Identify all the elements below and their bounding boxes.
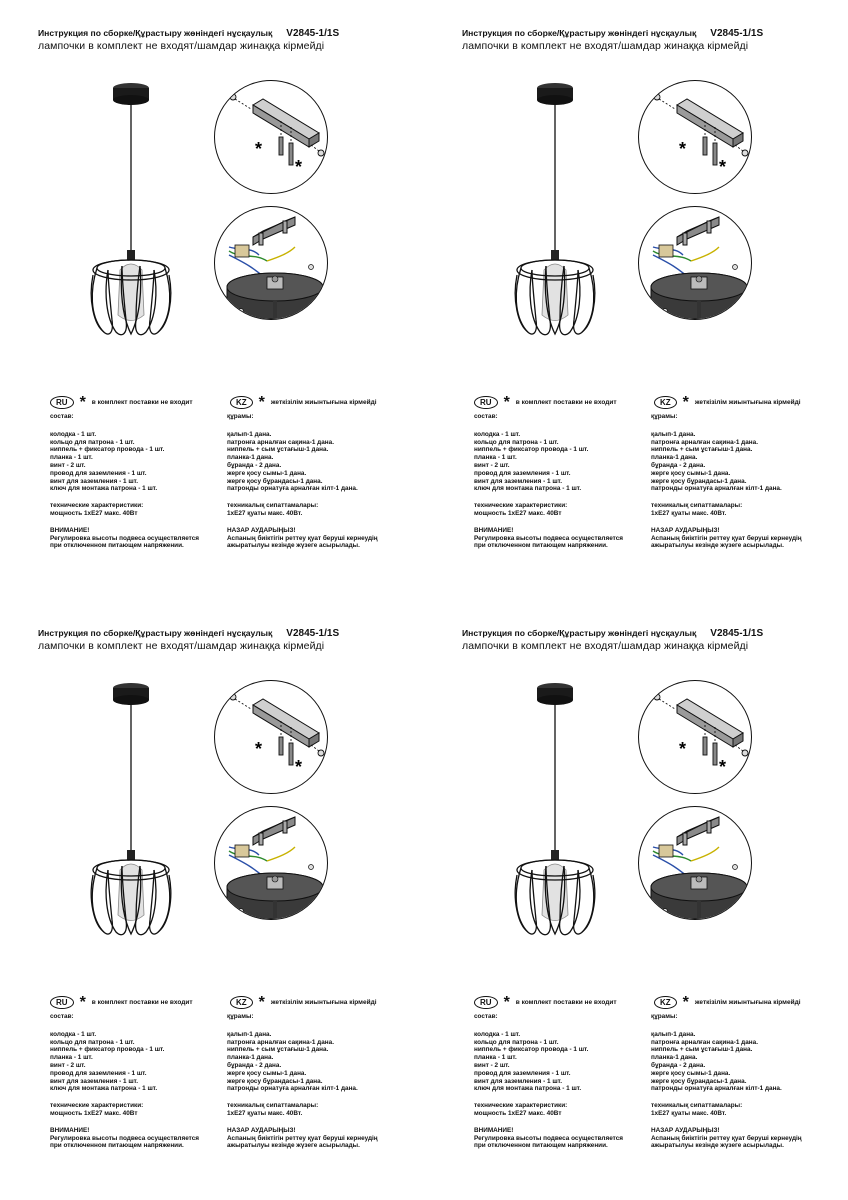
kz-item: бұранда - 2 дана. [651, 461, 706, 469]
kz-warning-line: ажыратылуы кезінде жүзеге асырылады. [651, 1142, 784, 1150]
ru-item: винт - 2 шт. [474, 461, 510, 469]
kz-warning-line: Аспаның биіктігін реттеу қуат беруші кернеудің [227, 534, 378, 542]
model-number: V2845-1/1S [286, 28, 340, 39]
ru-item: винт - 2 шт. [50, 461, 86, 469]
kz-item: қалып-1 дана. [651, 430, 696, 438]
kz-composition-header: құрамы: [651, 413, 678, 420]
ru-note [50, 393, 193, 411]
pendant-lamp-illustration [510, 680, 600, 950]
ru-tech-header: технические характеристики: [50, 502, 144, 510]
ru-item: кольцо для патрона - 1 шт. [50, 438, 135, 446]
ru-item: кольцо для патрона - 1 шт. [50, 1038, 135, 1046]
title-text: Инструкция по сборке/Құрастыру жөніндегі нұсқаулық [38, 628, 273, 638]
ru-warning-header: ВНИМАНИЕ! [474, 1126, 514, 1134]
kz-specification [227, 413, 417, 550]
ru-composition-header: состав: [474, 1013, 498, 1020]
kz-warning-header: НАЗАР АУДАРЫҢЫЗ! [227, 1126, 296, 1134]
kz-not-included-text: жеткізілім жиынтығына кірмейді [694, 399, 801, 406]
kz-item: патронға арналған сақина-1 дана. [227, 438, 334, 446]
kz-warning-line: Аспаның биіктігін реттеу қуат беруші кернеудің [651, 1134, 802, 1142]
ru-warning-header: ВНИМАНИЕ! [50, 1126, 90, 1134]
kz-item: патронға арналған сақина-1 дана. [651, 1038, 758, 1046]
asterisk-icon: * [682, 993, 689, 1011]
kz-composition-header: құрамы: [227, 1013, 254, 1020]
ru-item: колодка - 1 шт. [50, 1030, 97, 1038]
ru-language-badge: RU [474, 396, 498, 409]
ru-warning-line: Регулировка высоты подвеса осуществляется [474, 534, 624, 542]
kz-language-badge: KZ [230, 996, 253, 1009]
ru-not-included-text: в комплект поставки не входит [515, 999, 617, 1006]
ru-specification [474, 413, 644, 550]
canopy-wiring-diagram [214, 806, 328, 920]
subtitle: лампочки в комплект не входят/шамдар жинаққа кірмейді [38, 640, 325, 652]
ru-tech-header: технические характеристики: [50, 1102, 144, 1110]
ru-tech-header: технические характеристики: [474, 1102, 568, 1110]
canopy-wiring-diagram [638, 206, 752, 320]
ru-item: провод для заземления - 1 шт. [50, 1069, 147, 1077]
ru-language-badge: RU [474, 996, 498, 1009]
ru-item: винт - 2 шт. [50, 1061, 86, 1069]
ru-item: ниппель + фиксатор провода - 1 шт. [474, 446, 589, 454]
kz-item: планка-1 дана. [651, 1054, 698, 1062]
ru-item: винт - 2 шт. [474, 1061, 510, 1069]
ru-warning-header: ВНИМАНИЕ! [50, 526, 90, 534]
kz-note [230, 393, 377, 411]
ru-warning-line: Регулировка высоты подвеса осуществляется [50, 534, 200, 542]
ru-item: ключ для монтажа патрона - 1 шт. [50, 485, 158, 493]
ru-tech-value: мощность 1хЕ27 макс. 40Вт [474, 509, 562, 517]
model-number: V2845-1/1S [710, 28, 764, 39]
asterisk-icon: * [79, 993, 86, 1011]
kz-note [230, 993, 377, 1011]
kz-warning-header: НАЗАР АУДАРЫҢЫЗ! [651, 1126, 720, 1134]
kz-warning-line: Аспаның биіктігін реттеу қуат беруші кернеудің [651, 534, 802, 542]
kz-warning-header: НАЗАР АУДАРЫҢЫЗ! [651, 526, 720, 534]
ru-item: планка - 1 шт. [474, 1054, 517, 1062]
not-included-star-mark: * [679, 139, 687, 159]
kz-tech-header: техникалық сипаттамалары: [651, 1102, 743, 1110]
kz-item: планка-1 дана. [227, 454, 274, 462]
kz-tech-value: 1хЕ27 қуаты макс. 40Вт. [651, 509, 727, 517]
bracket-mounting-diagram [638, 80, 752, 194]
kz-item: патронды орнатуға арналған кілт-1 дана. [651, 1085, 782, 1093]
pendant-lamp-illustration [510, 80, 600, 350]
subtitle: лампочки в комплект не входят/шамдар жинаққа кірмейді [38, 40, 325, 52]
ru-specification [50, 1013, 220, 1150]
ru-tech-header: технические характеристики: [474, 502, 568, 510]
kz-item: бұранда - 2 дана. [651, 1061, 706, 1069]
instruction-title [38, 28, 339, 39]
ru-item: ключ для монтажа патрона - 1 шт. [50, 1085, 158, 1093]
ru-note [474, 393, 617, 411]
ru-item: ключ для монтажа патрона - 1 шт. [474, 1085, 582, 1093]
kz-item: ниппель + сым ұстағыш-1 дана. [651, 446, 753, 454]
ru-tech-value: мощность 1хЕ27 макс. 40Вт [474, 1109, 562, 1117]
kz-language-badge: KZ [654, 396, 677, 409]
ru-warning-line: при отключенном питающем напряжении. [50, 542, 184, 550]
subtitle: лампочки в комплект не входят/шамдар жинаққа кірмейді [462, 640, 749, 652]
instruction-sheet [424, 600, 848, 1200]
title-text: Инструкция по сборке/Құрастыру жөніндегі нұсқаулық [462, 628, 697, 638]
kz-not-included-text: жеткізілім жиынтығына кірмейді [270, 999, 377, 1006]
ru-item: провод для заземления - 1 шт. [474, 469, 571, 477]
kz-item: қалып-1 дана. [227, 1030, 272, 1038]
asterisk-icon: * [79, 393, 86, 411]
subtitle: лампочки в комплект не входят/шамдар жинаққа кірмейді [462, 40, 749, 52]
ru-language-badge: RU [50, 996, 74, 1009]
kz-item: қалып-1 дана. [227, 430, 272, 438]
kz-item: ниппель + сым ұстағыш-1 дана. [227, 446, 329, 454]
ru-not-included-text: в комплект поставки не входит [515, 399, 617, 406]
kz-note [654, 393, 801, 411]
kz-specification [651, 413, 841, 550]
ru-tech-value: мощность 1хЕ27 макс. 40Вт [50, 509, 138, 517]
kz-tech-header: техникалық сипаттамалары: [651, 502, 743, 510]
bracket-mounting-diagram [214, 680, 328, 794]
ru-item: провод для заземления - 1 шт. [50, 469, 147, 477]
bracket-mounting-diagram [638, 680, 752, 794]
instruction-sheet [0, 600, 424, 1200]
kz-item: бұранда - 2 дана. [227, 461, 282, 469]
ru-warning-line: Регулировка высоты подвеса осуществляется [50, 1134, 200, 1142]
instruction-title [462, 628, 763, 639]
kz-item: патронды орнатуға арналған кілт-1 дана. [227, 1085, 358, 1093]
instruction-title [462, 28, 763, 39]
kz-language-badge: KZ [230, 396, 253, 409]
ru-specification [474, 1013, 644, 1150]
kz-tech-value: 1хЕ27 қуаты макс. 40Вт. [651, 1109, 727, 1117]
kz-warning-line: ажыратылуы кезінде жүзеге асырылады. [227, 542, 360, 550]
title-text: Инструкция по сборке/Құрастыру жөніндегі нұсқаулық [462, 28, 697, 38]
pendant-lamp-illustration [86, 680, 176, 950]
ru-specification [50, 413, 220, 550]
kz-warning-header: НАЗАР АУДАРЫҢЫЗ! [227, 526, 296, 534]
kz-item: қалып-1 дана. [651, 1030, 696, 1038]
kz-item: патронды орнатуға арналған кілт-1 дана. [651, 485, 782, 493]
kz-item: ниппель + сым ұстағыш-1 дана. [227, 1046, 329, 1054]
asterisk-icon: * [503, 393, 510, 411]
ru-composition-header: состав: [474, 413, 498, 420]
ru-language-badge: RU [50, 396, 74, 409]
ru-item: винт для заземления - 1 шт. [50, 477, 138, 485]
asterisk-icon: * [682, 393, 689, 411]
kz-warning-line: ажыратылуы кезінде жүзеге асырылады. [651, 542, 784, 550]
kz-warning-line: ажыратылуы кезінде жүзеге асырылады. [227, 1142, 360, 1150]
kz-item: жерге қосу сымы-1 дана. [651, 469, 731, 477]
kz-tech-value: 1хЕ27 қуаты макс. 40Вт. [227, 1109, 303, 1117]
title-text: Инструкция по сборке/Құрастыру жөніндегі нұсқаулық [38, 28, 273, 38]
model-number: V2845-1/1S [286, 628, 340, 639]
kz-item: жерге қосу сымы-1 дана. [651, 1069, 731, 1077]
kz-item: патронды орнатуға арналған кілт-1 дана. [227, 485, 358, 493]
asterisk-icon: * [258, 993, 265, 1011]
kz-item: бұранда - 2 дана. [227, 1061, 282, 1069]
ru-item: ниппель + фиксатор провода - 1 шт. [474, 1046, 589, 1054]
kz-item: жерге қосу бұрандасы-1 дана. [227, 477, 323, 485]
kz-item: жерге қосу сымы-1 дана. [227, 469, 307, 477]
kz-warning-line: Аспаның биіктігін реттеу қуат беруші кернеудің [227, 1134, 378, 1142]
not-included-star-mark: * [295, 757, 303, 777]
ru-item: винт для заземления - 1 шт. [474, 1077, 562, 1085]
kz-item: патронға арналған сақина-1 дана. [651, 438, 758, 446]
kz-specification [651, 1013, 841, 1150]
ru-item: колодка - 1 шт. [474, 430, 521, 438]
ru-warning-header: ВНИМАНИЕ! [474, 526, 514, 534]
not-included-star-mark: * [295, 157, 303, 177]
ru-tech-value: мощность 1хЕ27 макс. 40Вт [50, 1109, 138, 1117]
kz-item: ниппель + сым ұстағыш-1 дана. [651, 1046, 753, 1054]
not-included-star-mark: * [719, 757, 727, 777]
ru-item: ниппель + фиксатор провода - 1 шт. [50, 1046, 165, 1054]
kz-item: жерге қосу бұрандасы-1 дана. [651, 1077, 747, 1085]
ru-item: винт для заземления - 1 шт. [50, 1077, 138, 1085]
kz-not-included-text: жеткізілім жиынтығына кірмейді [694, 999, 801, 1006]
ru-item: планка - 1 шт. [50, 1054, 93, 1062]
instruction-title [38, 628, 339, 639]
instruction-sheet [0, 0, 424, 600]
pendant-lamp-illustration [86, 80, 176, 350]
asterisk-icon: * [258, 393, 265, 411]
not-included-star-mark: * [255, 139, 263, 159]
ru-item: винт для заземления - 1 шт. [474, 477, 562, 485]
ru-composition-header: состав: [50, 413, 74, 420]
ru-item: кольцо для патрона - 1 шт. [474, 438, 559, 446]
ru-not-included-text: в комплект поставки не входит [91, 399, 193, 406]
ru-warning-line: при отключенном питающем напряжении. [474, 542, 608, 550]
kz-tech-header: техникалық сипаттамалары: [227, 502, 319, 510]
ru-item: ключ для монтажа патрона - 1 шт. [474, 485, 582, 493]
kz-composition-header: құрамы: [227, 413, 254, 420]
kz-item: жерге қосу сымы-1 дана. [227, 1069, 307, 1077]
kz-not-included-text: жеткізілім жиынтығына кірмейді [270, 399, 377, 406]
canopy-wiring-diagram [638, 806, 752, 920]
ru-not-included-text: в комплект поставки не входит [91, 999, 193, 1006]
kz-item: планка-1 дана. [651, 454, 698, 462]
kz-tech-header: техникалық сипаттамалары: [227, 1102, 319, 1110]
kz-composition-header: құрамы: [651, 1013, 678, 1020]
ru-item: планка - 1 шт. [50, 454, 93, 462]
ru-note [50, 993, 193, 1011]
asterisk-icon: * [503, 993, 510, 1011]
kz-item: жерге қосу бұрандасы-1 дана. [651, 477, 747, 485]
ru-warning-line: при отключенном питающем напряжении. [474, 1142, 608, 1150]
not-included-star-mark: * [679, 739, 687, 759]
kz-note [654, 993, 801, 1011]
ru-item: колодка - 1 шт. [50, 430, 97, 438]
kz-item: планка-1 дана. [227, 1054, 274, 1062]
kz-specification [227, 1013, 417, 1150]
ru-composition-header: состав: [50, 1013, 74, 1020]
kz-item: патронға арналған сақина-1 дана. [227, 1038, 334, 1046]
ru-item: кольцо для патрона - 1 шт. [474, 1038, 559, 1046]
model-number: V2845-1/1S [710, 628, 764, 639]
ru-note [474, 993, 617, 1011]
ru-warning-line: при отключенном питающем напряжении. [50, 1142, 184, 1150]
ru-item: колодка - 1 шт. [474, 1030, 521, 1038]
ru-item: ниппель + фиксатор провода - 1 шт. [50, 446, 165, 454]
canopy-wiring-diagram [214, 206, 328, 320]
not-included-star-mark: * [719, 157, 727, 177]
ru-item: планка - 1 шт. [474, 454, 517, 462]
kz-tech-value: 1хЕ27 қуаты макс. 40Вт. [227, 509, 303, 517]
bracket-mounting-diagram [214, 80, 328, 194]
not-included-star-mark: * [255, 739, 263, 759]
ru-item: провод для заземления - 1 шт. [474, 1069, 571, 1077]
instruction-sheet [424, 0, 848, 600]
kz-item: жерге қосу бұрандасы-1 дана. [227, 1077, 323, 1085]
kz-language-badge: KZ [654, 996, 677, 1009]
ru-warning-line: Регулировка высоты подвеса осуществляется [474, 1134, 624, 1142]
